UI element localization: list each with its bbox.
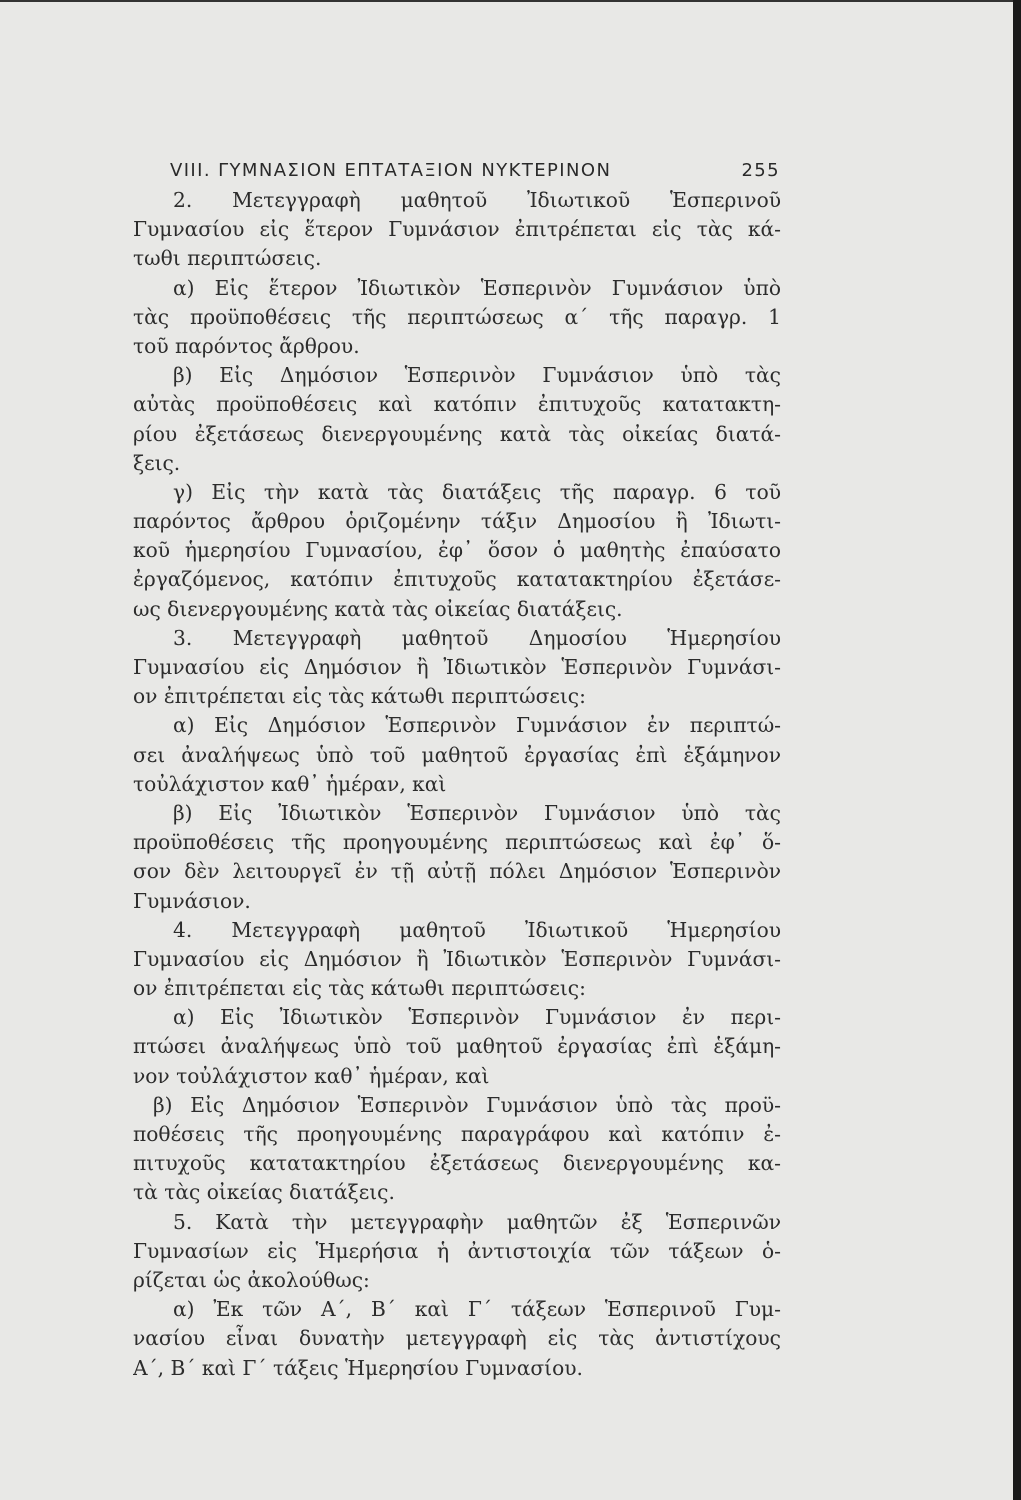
scan-right-edge xyxy=(1013,0,1021,1500)
text-line: Γυμνασίων εἰς Ἡμερήσια ἡ ἀντιστοιχία τῶν τάξεων ὁ- xyxy=(133,1238,781,1263)
scan-top-edge xyxy=(0,0,1021,2)
text-line: νασίου εἶναι δυνατὴν μετεγγραφὴ εἰς τὰς ἀντιστίχους xyxy=(133,1326,781,1351)
text-line: τωθι περιπτώσεις. xyxy=(133,246,322,271)
running-header xyxy=(170,160,780,181)
text-line: β) Εἰς Δημόσιον Ἑσπερινὸν Γυμνάσιον ὑπὸ τὰς xyxy=(173,363,781,388)
text-line: ον ἐπιτρέπεται εἰς τὰς κάτωθι περιπτώσεις: xyxy=(133,684,586,709)
body-text xyxy=(133,186,781,1383)
text-line: α) Εἰς Δημόσιον Ἑσπερινὸν Γυμνάσιον ἐν περιπτώ- xyxy=(173,713,781,738)
text-line: τοὐλάχιστον καθ᾿ ἡμέραν, καὶ xyxy=(133,771,447,796)
text-line: παρόντος ἄρθρου ὁριζομένην τάξιν Δημοσίου ἢ Ἰδιωτι- xyxy=(133,509,781,534)
page-number: 255 xyxy=(741,160,780,181)
text-line: 5. Κατὰ τὴν μετεγγραφὴν μαθητῶν ἐξ Ἑσπερινῶν xyxy=(173,1209,781,1234)
text-line: ξεις. xyxy=(133,450,181,475)
text-line: 2. Μετεγγραφὴ μαθητοῦ Ἰδιωτικοῦ Ἑσπερινοῦ xyxy=(173,188,781,212)
text-line: πτώσει ἀναλήψεως ὑπὸ τοῦ μαθητοῦ ἐργασίας ἐπὶ ἑξάμη- xyxy=(133,1034,781,1059)
text-line: Γυμνασίου εἰς ἕτερον Γυμνάσιον ἐπιτρέπεται εἰς τὰς κά- xyxy=(133,217,781,242)
text-line: 3. Μετεγγραφὴ μαθητοῦ Δημοσίου Ἡμερησίου xyxy=(173,625,781,650)
text-line: τοῦ παρόντος ἄρθρου. xyxy=(133,333,360,358)
text-line: ον ἐπιτρέπεται εἰς τὰς κάτωθι περιπτώσεις: xyxy=(133,976,586,1001)
text-line: τὰς προϋποθέσεις τῆς περιπτώσεως α΄ τῆς παραγρ. 1 xyxy=(133,304,781,329)
text-line: Γυμνασίου εἰς Δημόσιον ἢ Ἰδιωτικὸν Ἑσπερινὸν Γυμνάσι- xyxy=(133,946,781,971)
text-line: ρίζεται ὡς ἀκολούθως: xyxy=(133,1267,370,1292)
text-line: προϋποθέσεις τῆς προηγουμένης περιπτώσεως καὶ ἐφ᾿ ὅ- xyxy=(133,830,781,855)
text-line: αὐτὰς προϋποθέσεις καὶ κατόπιν ἐπιτυχοῦς κατατακτη- xyxy=(133,392,781,417)
text-line: α) Εἰς Ἰδιωτικὸν Ἑσπερινὸν Γυμνάσιον ἐν περι- xyxy=(173,1005,781,1030)
text-line: ἐργαζόμενος, κατόπιν ἐπιτυχοῦς κατατακτηρίου ἐξετάσε- xyxy=(133,567,781,592)
header-title: VIII. ΓΥΜΝΑΣΙΟΝ ΕΠΤΑΤΑΞΙΟΝ ΝΥΚΤΕΡΙΝΟΝ xyxy=(170,160,612,181)
text-line: κοῦ ἡμερησίου Γυμνασίου, ἐφ᾿ ὅσον ὁ μαθητὴς ἐπαύσατο xyxy=(133,538,781,563)
text-line: πιτυχοῦς κατατακτηρίου ἐξετάσεως διενεργουμένης κα- xyxy=(133,1151,781,1176)
text-line: νον τοὐλάχιστον καθ᾿ ἡμέραν, καὶ xyxy=(133,1063,490,1088)
text-line: 4. Μετεγγραφὴ μαθητοῦ Ἰδιωτικοῦ Ἡμερησίου xyxy=(173,917,781,942)
text-line: α) Ἐκ τῶν Α΄, Β΄ καὶ Γ΄ τάξεων Ἑσπερινοῦ Γυμ- xyxy=(173,1297,781,1322)
text-line: Α΄, Β΄ καὶ Γ΄ τάξεις Ἡμερησίου Γυμνασίου. xyxy=(133,1355,583,1380)
text-line: ρίου ἐξετάσεως διενεργουμένης κατὰ τὰς οἰκείας διατά- xyxy=(133,421,781,446)
text-line: τὰ τὰς οἰκείας διατάξεις. xyxy=(133,1180,395,1205)
text-line: σει ἀναλήψεως ὑπὸ τοῦ μαθητοῦ ἐργασίας ἐπὶ ἑξάμηνον xyxy=(133,742,781,767)
text-line: Γυμνασίου εἰς Δημόσιον ἢ Ἰδιωτικὸν Ἑσπερινὸν Γυμνάσι- xyxy=(133,655,781,679)
text-line: β) Εἰς Ἰδιωτικὸν Ἑσπερινὸν Γυμνάσιον ὑπὸ τὰς xyxy=(173,800,781,825)
text-line: γ) Εἰς τὴν κατὰ τὰς διατάξεις τῆς παραγρ. 6 τοῦ xyxy=(173,479,781,504)
text-line: σον δὲν λειτουργεῖ ἐν τῇ αὐτῇ πόλει Δημόσιον Ἑσπερινὸν xyxy=(133,859,781,884)
text-line: β) Εἰς Δημόσιον Ἑσπερινὸν Γυμνάσιον ὑπὸ τὰς προϋ- xyxy=(153,1092,781,1117)
text-line: ως διενεργουμένης κατὰ τὰς οἰκείας διατάξεις. xyxy=(133,596,623,621)
text-line: α) Εἰς ἕτερον Ἰδιωτικὸν Ἑσπερινὸν Γυμνάσιον ὑπὸ xyxy=(173,275,781,300)
text-line: ποθέσεις τῆς προηγουμένης παραγράφου καὶ κατόπιν ἐ- xyxy=(133,1122,781,1146)
text-line: Γυμνάσιον. xyxy=(133,888,251,913)
